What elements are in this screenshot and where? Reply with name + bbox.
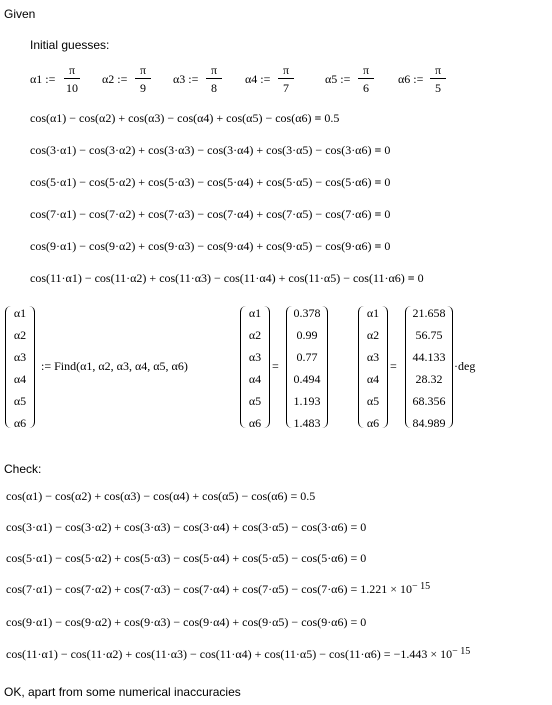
bold-equals: =: [374, 143, 382, 157]
conclusion-text: OK, apart from some numerical inaccuracies: [4, 685, 241, 699]
fraction-numerator: π: [68, 63, 76, 77]
check-text: cos(11·α1) − cos(11·α2) + cos(11·α3) − cos(11·α4) + cos(11·α5) − cos(11·α6) = −1.443 × 10: [6, 647, 453, 661]
guess-var: α4 :=: [245, 72, 271, 86]
degree-value: 28.32: [415, 372, 443, 386]
radian-value: 0.494: [293, 372, 321, 386]
bold-equals: =: [374, 207, 382, 221]
radian-values-vector: [286, 306, 328, 428]
guess-var: α2 :=: [102, 72, 128, 86]
exponent: − 15: [452, 646, 471, 657]
vector-cell: α5: [13, 394, 27, 408]
bold-equals: =: [314, 111, 322, 125]
guess-alpha5-fraction: [356, 63, 376, 95]
check-text: cos(5·α1) − cos(5·α2) + cos(5·α3) − cos(5·α4) + cos(5·α5) − cos(5·α6) = 0: [6, 551, 367, 565]
vector-cell: α3: [248, 350, 262, 364]
constraint-lhs: cos(3·α1) − cos(3·α2) + cos(3·α3) − cos(3·α4) + cos(3·α5) − cos(3·α6): [30, 143, 375, 157]
initial-guesses-label: Initial guesses:: [30, 38, 110, 52]
check-text: cos(α1) − cos(α2) + cos(α3) − cos(α4) + cos(α5) − cos(α6) = 0.5: [6, 489, 316, 503]
constraint-rhs: 0.5: [321, 111, 340, 125]
check-text: cos(9·α1) − cos(9·α2) + cos(9·α3) − cos(9·α4) + cos(9·α5) − cos(9·α6) = 0: [6, 615, 367, 629]
guess-alpha5[interactable]: [325, 72, 350, 87]
fraction-numerator: π: [434, 63, 442, 77]
bold-equals: =: [374, 239, 382, 253]
exponent: − 15: [412, 581, 431, 592]
vector-cell: α1: [366, 306, 380, 320]
vector-cell: α5: [366, 394, 380, 408]
constraint-equation[interactable]: [30, 143, 390, 158]
fraction-denominator: 6: [363, 81, 369, 95]
vector-cell: α4: [13, 372, 27, 386]
constraint-lhs: cos(5·α1) − cos(5·α2) + cos(5·α3) − cos(5·α4) + cos(5·α5) − cos(5·α6): [30, 175, 375, 189]
vector-cell: α2: [13, 328, 27, 342]
guess-alpha1[interactable]: [30, 72, 55, 87]
check-label: Check:: [4, 462, 42, 476]
constraint-equation[interactable]: [30, 111, 339, 126]
fraction-denominator: 5: [435, 81, 441, 95]
degree-values-vector: [405, 306, 453, 428]
constraint-rhs: 0: [381, 175, 391, 189]
guess-var: α3 :=: [173, 72, 199, 86]
vector-cell: α4: [366, 372, 380, 386]
vector-cell: α6: [248, 416, 262, 430]
fraction-numerator: π: [362, 63, 370, 77]
given-label: Given: [4, 7, 36, 21]
check-equation[interactable]: [6, 489, 315, 504]
find-call: := Find(α1, α2, α3, α4, α5, α6): [41, 359, 188, 373]
radian-value: 1.193: [293, 394, 321, 408]
vector-cell: α6: [13, 416, 27, 430]
vector-cell: α6: [366, 416, 380, 430]
check-equation[interactable]: [6, 615, 366, 630]
guess-alpha3[interactable]: [173, 72, 198, 87]
constraint-rhs: 0: [414, 271, 424, 285]
check-equation[interactable]: [6, 551, 366, 566]
equals-sign: =: [272, 359, 279, 373]
constraint-lhs: cos(9·α1) − cos(9·α2) + cos(9·α3) − cos(9·α4) + cos(9·α5) − cos(9·α6): [30, 239, 375, 253]
check-equation[interactable]: [6, 647, 470, 662]
guess-alpha4-fraction: [276, 63, 296, 95]
guess-var: α5 :=: [325, 72, 351, 86]
constraint-equation[interactable]: [30, 239, 390, 254]
check-equation[interactable]: [6, 582, 430, 597]
vector-cell: α3: [366, 350, 380, 364]
radian-value: 0.77: [296, 350, 318, 364]
degree-value: 56.75: [415, 328, 443, 342]
constraint-lhs: cos(α1) − cos(α2) + cos(α3) − cos(α4) + cos(α5) − cos(α6): [30, 111, 315, 125]
constraint-lhs: cos(11·α1) − cos(11·α2) + cos(11·α3) − cos(11·α4) + cos(11·α5) − cos(11·α6): [30, 271, 408, 285]
radian-value: 1.483: [293, 416, 321, 430]
guess-var: α6 :=: [398, 72, 424, 86]
bold-equals: =: [407, 271, 415, 285]
constraint-lhs: cos(7·α1) − cos(7·α2) + cos(7·α3) − cos(7·α4) + cos(7·α5) − cos(7·α6): [30, 207, 375, 221]
bold-equals: =: [374, 175, 382, 189]
guess-alpha1-fraction: [62, 63, 82, 95]
constraint-equation[interactable]: [30, 175, 390, 190]
equals-sign: =: [390, 359, 397, 373]
vector-cell: α2: [248, 328, 262, 342]
constraint-equation[interactable]: [30, 207, 390, 222]
variable-vector-deg: [358, 306, 388, 428]
fraction-denominator: 7: [283, 81, 289, 95]
radian-value: 0.378: [293, 306, 321, 320]
vector-cell: α5: [248, 394, 262, 408]
guess-var: α1 :=: [30, 72, 56, 86]
constraint-rhs: 0: [381, 207, 391, 221]
guess-alpha4[interactable]: [245, 72, 270, 87]
fraction-numerator: π: [282, 63, 290, 77]
vector-cell: α2: [366, 328, 380, 342]
guess-alpha6[interactable]: [398, 72, 423, 87]
degree-value: 68.356: [412, 394, 446, 408]
deg-unit: ·deg: [454, 359, 476, 373]
vector-cell: α1: [13, 306, 27, 320]
check-text: cos(3·α1) − cos(3·α2) + cos(3·α3) − cos(3·α4) + cos(3·α5) − cos(3·α6) = 0: [6, 520, 367, 534]
constraint-rhs: 0: [381, 143, 391, 157]
degree-value: 21.658: [412, 306, 446, 320]
guess-alpha6-fraction: [428, 63, 448, 95]
guess-alpha2[interactable]: [102, 72, 127, 87]
radian-value: 0.99: [296, 328, 318, 342]
guess-alpha2-fraction: [133, 63, 153, 95]
variable-vector-left: [5, 306, 35, 428]
vector-cell: α3: [13, 350, 27, 364]
fraction-denominator: 10: [66, 81, 78, 95]
fraction-numerator: π: [210, 63, 218, 77]
fraction-denominator: 9: [140, 81, 146, 95]
degree-value: 44.133: [412, 350, 446, 364]
constraint-rhs: 0: [381, 239, 391, 253]
check-text: cos(7·α1) − cos(7·α2) + cos(7·α3) − cos(7·α4) + cos(7·α5) − cos(7·α6) = 1.221 × 10: [6, 582, 413, 596]
degree-value: 84.989: [412, 416, 446, 430]
guess-alpha3-fraction: [204, 63, 224, 95]
vector-cell: α1: [248, 306, 262, 320]
fraction-denominator: 8: [211, 81, 217, 95]
fraction-numerator: π: [139, 63, 147, 77]
constraint-equation[interactable]: [30, 271, 424, 286]
variable-vector-rad: [240, 306, 270, 428]
check-equation[interactable]: [6, 520, 366, 535]
vector-cell: α4: [248, 372, 262, 386]
